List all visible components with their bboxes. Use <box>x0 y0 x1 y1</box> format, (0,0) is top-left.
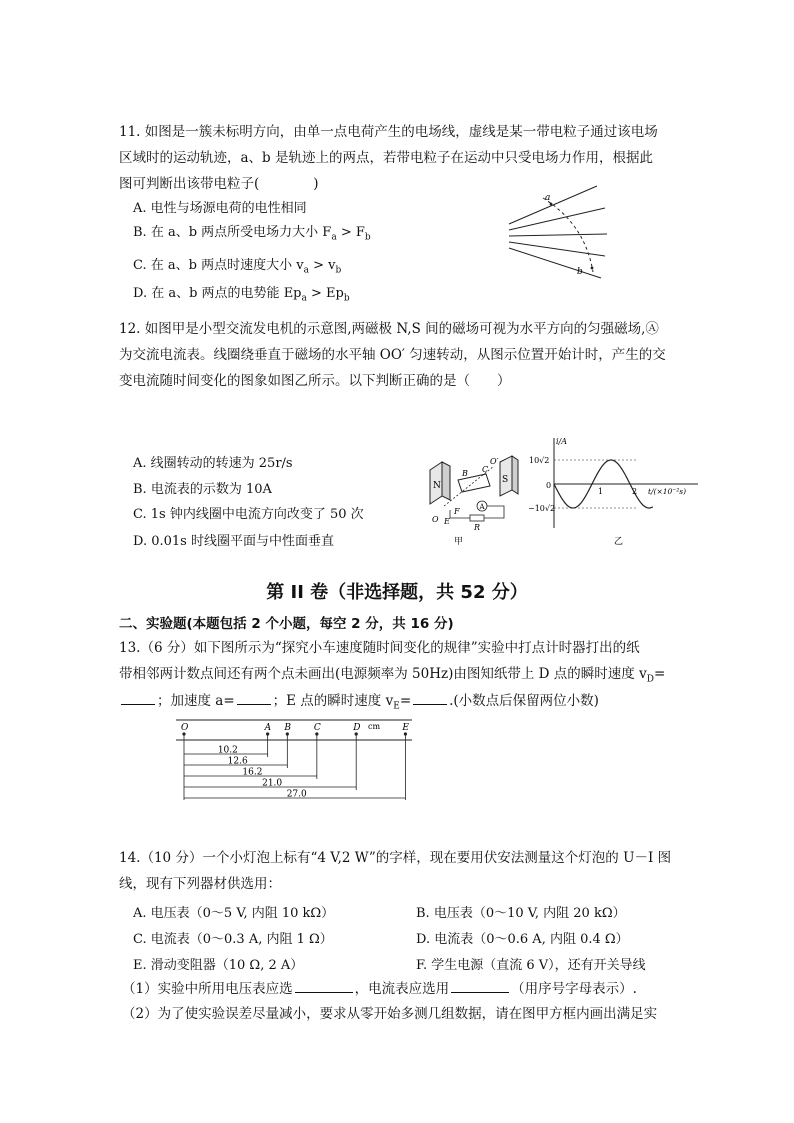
paper-tape-figure <box>172 716 418 800</box>
answer-blank-ve[interactable] <box>413 692 447 705</box>
dimension-value: 16.2 <box>242 767 263 778</box>
label-e: E <box>444 517 450 526</box>
tape-point-label: O <box>181 723 189 733</box>
label-s: S <box>502 475 509 485</box>
graph-tick-1: 1 <box>598 487 604 496</box>
ammeter-label: A <box>479 503 485 511</box>
section-2-title: 第 II 卷（非选择题，共 52 分） <box>266 582 528 603</box>
generator-figure <box>424 452 540 548</box>
q12-option-a: A. 线圈转动的转速为 25r/s <box>133 456 293 471</box>
tape-point-label: D <box>353 723 361 733</box>
graph-tick-2: 2 <box>632 487 638 496</box>
section-2-heading: 二、实验题(本题包括 2 个小题，每空 2 分，共 16 分) <box>119 616 454 632</box>
q14-option-e: E. 滑动变阻器（10 Ω, 2 A） <box>133 958 304 973</box>
magnet-s-side <box>512 456 518 494</box>
tape-unit-label: cm <box>368 722 381 731</box>
field-line <box>509 248 601 278</box>
q14-option-d: D. 电流表（0～0.6 A, 内阻 0.4 Ω） <box>416 932 629 947</box>
label-n: N <box>433 481 441 491</box>
resistor-icon <box>470 515 484 521</box>
q14-option-f: F. 学生电源（直流 6 V），还有开关导线 <box>416 958 646 973</box>
answer-blank-voltmeter[interactable] <box>295 980 353 993</box>
q12-option-c: C. 1s 钟内线圈中电流方向改变了 50 次 <box>133 507 364 522</box>
label-yi: 乙 <box>614 537 624 547</box>
graph-ylabel: i/A <box>556 437 568 446</box>
label-f: F <box>454 507 460 516</box>
q11-option-c: C. 在 a、b 两点时速度大小 $v_a > v_b$ <box>133 258 342 276</box>
q14-option-b: B. 电压表（0～10 V, 内阻 20 kΩ） <box>416 906 626 921</box>
dimension-value: 27.0 <box>286 789 307 800</box>
label-a: a <box>545 193 551 203</box>
q12-line1: 12. 如图甲是小型交流发电机的示意图,两磁极 N,S 间的磁场可视为水平方向的匀强磁场,Ⓐ <box>119 321 659 337</box>
answer-blank-ammeter[interactable] <box>451 980 509 993</box>
point-b <box>591 267 594 270</box>
field-line <box>509 234 607 236</box>
graph-xlabel: t/(×10⁻²s) <box>648 487 687 496</box>
q12-option-b: B. 电流表的示数为 10A <box>133 482 272 497</box>
magnet-n-side <box>442 462 450 500</box>
q12-line2: 为交流电流表。线圈绕垂直于磁场的水平轴 OO′ 匀速转动，从图示位置开始计时，产生的交 <box>119 347 666 363</box>
q11-line1: 11. 如图是一簇未标明方向，由单一点电荷产生的电场线，虚线是某一带电粒子通过该电场 <box>119 124 658 140</box>
label-o: O <box>432 515 439 524</box>
dimension-value: 12.6 <box>227 756 248 767</box>
answer-blank-a[interactable] <box>237 692 271 705</box>
q13-line2: 带相邻两计数点间还有两个点未画出(电源频率为 50Hz)由图知纸带上 D 点的瞬时速度 $v_D=$ <box>119 666 666 685</box>
q14-line1: 14.（10 分）一个小灯泡上标有“4 V,2 W”的字样，现在要用伏安法测量这个灯泡的 U－I 图 <box>119 850 672 866</box>
dimension-value: 10.2 <box>217 745 238 756</box>
q14-option-a: A. 电压表（0～5 V, 内阻 10 kΩ） <box>133 906 335 921</box>
tape-dimensions <box>184 734 405 800</box>
graph-pos-label: 10√2 <box>529 456 550 465</box>
answer-blank-vd[interactable] <box>121 692 155 705</box>
field-lines-figure <box>505 184 615 280</box>
q11-option-a: A. 电性与场源电荷的电性相同 <box>133 201 307 216</box>
label-r: R <box>474 523 481 532</box>
graph-zero-label: 0 <box>546 481 552 490</box>
q11-line3: 图可判断出该带电粒子( ) <box>119 176 319 192</box>
q13-line1: 13.（6 分）如下图所示为“探究小车速度随时间变化的规律”实验中打点计时器打出的纸 <box>119 640 640 656</box>
label-jia: 甲 <box>454 537 464 547</box>
label-c: C <box>482 465 489 474</box>
q14-sub1: （1）实验中所用电压表应选 ，电流表应选用 （用序号字母表示）. <box>122 981 637 997</box>
q14-sub2: （2）为了使实验误差尽量减小，要求从零开始多测几组数据，请在图甲方框内画出满足实 <box>122 1006 658 1022</box>
q11-option-b: B. 在 a、b 两点所受电场力大小 $F_a > F_b$ <box>133 225 371 243</box>
point-a <box>550 203 553 206</box>
tape-point-label: C <box>313 723 321 733</box>
q13-line3: ；加速度 a= ；E 点的瞬时速度 $v_E=$ .(小数点后保留两位小数) <box>119 692 599 712</box>
graph-neg-label: −10√2 <box>528 504 556 513</box>
tape-point-label: B <box>284 723 291 733</box>
field-line <box>509 242 605 256</box>
dimension-value: 21.0 <box>262 778 283 789</box>
tape-point-label: E <box>402 723 409 733</box>
q12-line3: 变电流随时间变化的图象如图乙所示。以下判断正确的是（ ） <box>119 373 511 389</box>
label-b: b <box>577 267 583 277</box>
label-o-prime: O′ <box>490 457 499 466</box>
q11-line2: 区域时的运动轨迹，a、b 是轨迹上的两点，若带电粒子在运动中只受电场力作用，根据此 <box>119 150 653 166</box>
tape-point-label: A <box>264 723 272 733</box>
q11-option-d: D. 在 a、b 两点的电势能 $Ep_a > Ep_b$ <box>133 286 350 304</box>
label-b: B <box>462 469 468 478</box>
q14-line2: 线，现有下列器材供选用： <box>119 876 281 892</box>
current-graph <box>528 432 704 548</box>
field-line <box>509 208 605 230</box>
q12-option-d: D. 0.01s 时线圈平面与中性面垂直 <box>133 534 334 549</box>
q14-option-c: C. 电流表（0～0.3 A, 内阻 1 Ω） <box>133 932 333 947</box>
